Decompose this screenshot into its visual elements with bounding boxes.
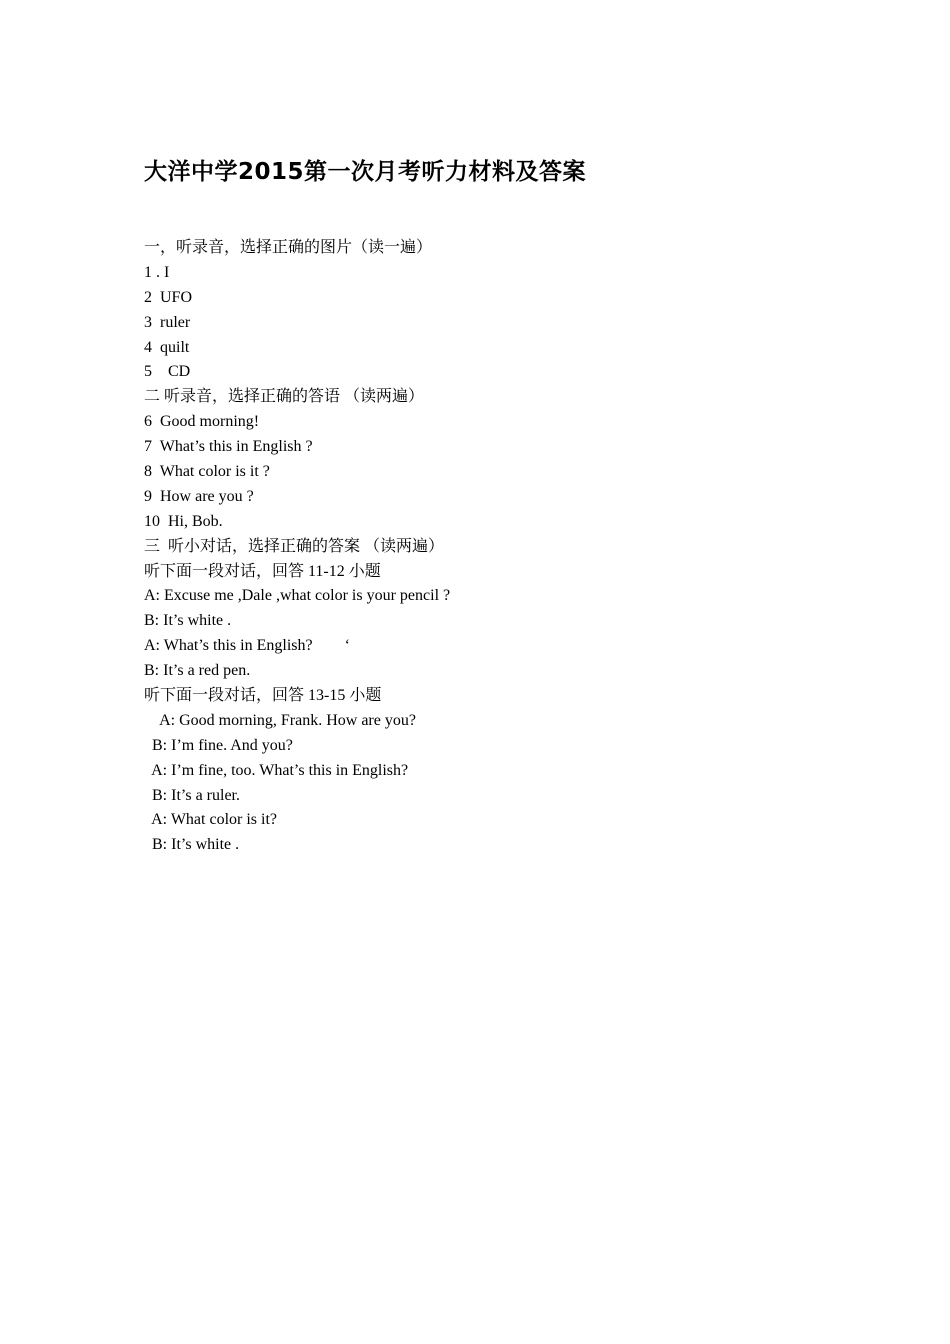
dialogue-2-line: B: It’s a ruler.: [144, 786, 240, 804]
dialogue-2-line: A: I’m fine, too. What’s this in English?: [144, 761, 409, 779]
item-2: 2 UFO: [144, 288, 193, 306]
item-5: 5 CD: [144, 363, 191, 381]
section-2-heading: 二 听录音，选择正确的答语 （读两遍）: [144, 388, 425, 406]
item-6: 6 Good morning!: [144, 413, 260, 431]
section-3-heading: 三 听小对话，选择正确的答案 （读两遍）: [144, 537, 445, 555]
section-1-heading: 一，听录音，选择正确的图片（读一遍）: [144, 239, 433, 256]
dialogue-1-line: A: Excuse me ,Dale ,what color is your pencil ?: [144, 587, 451, 605]
dialogue-2-line: A: Good morning, Frank. How are you?: [144, 711, 416, 729]
item-8: 8 What color is it ?: [144, 463, 270, 481]
dialogue-2-line: B: I’m fine. And you?: [144, 736, 293, 754]
dialogue-1-instruction: 听下面一段对话，回答 11-12 小题: [144, 562, 381, 580]
dialogue-1-line: B: It’s white .: [144, 612, 232, 630]
dialogue-2-line: A: What color is it?: [144, 811, 278, 829]
item-7: 7 What’s this in English ?: [144, 438, 313, 456]
document-title: 大洋中学2015第一次月考听力材料及答案: [144, 159, 587, 185]
item-9: 9 How are you ?: [144, 487, 254, 505]
listening-script: [144, 236, 844, 858]
item-1: 1 . I: [144, 263, 170, 281]
dialogue-2-line: B: It’s white .: [144, 836, 240, 854]
item-3: 3 ruler: [144, 313, 191, 331]
item-4: 4 quilt: [144, 338, 190, 356]
dialogue-1-line: A: What’s this in English? ‘: [144, 637, 350, 655]
dialogue-1-line: B: It’s a red pen.: [144, 662, 251, 680]
item-10: 10 Hi, Bob.: [144, 512, 223, 530]
dialogue-2-instruction: 听下面一段对话，回答 13-15 小题: [144, 687, 382, 705]
